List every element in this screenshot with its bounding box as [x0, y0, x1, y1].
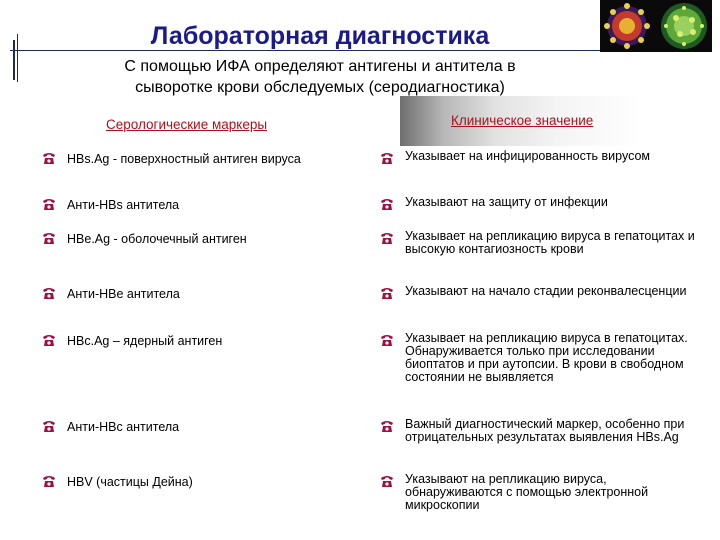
page-title: Лабораторная диагностика [150, 22, 490, 50]
marker-name: HBV (частицы Дейна) [67, 475, 193, 489]
clinical-meaning: Указывает на репликацию вируса в гепатоцитах. Обнаруживается только при исследовании биоптатов и при аутопсии. В крови в свободном состоянии не выявляется [405, 331, 688, 384]
header-serological-markers: Серологические маркеры [106, 117, 268, 132]
clinical-meaning: Указывает на репликацию вируса в гепатоцитах и высокую контагиозность крови [405, 229, 695, 256]
clinical-meaning: Указывают на начало стадии реконвалесценции [405, 284, 687, 298]
subtitle-line-1: С помощью ИФА определяют антигены и антитела в [124, 58, 516, 75]
clinical-meaning: Указывают на защиту от инфекции [405, 195, 608, 209]
telephone-icon [380, 286, 394, 300]
clinical-meaning: Указывает на инфицированность вирусом [405, 149, 651, 163]
virus-image-right [661, 3, 707, 49]
telephone-icon [380, 231, 394, 245]
header-clinical-meaning: Клиническое значение [451, 113, 594, 128]
telephone-icon [42, 151, 56, 165]
marker-name: HBs.Ag - поверхностный антиген вируса [67, 152, 301, 166]
telephone-icon [42, 286, 56, 300]
marker-name: Анти-HBs антитела [67, 198, 180, 212]
telephone-icon [42, 419, 56, 433]
telephone-icon [380, 197, 394, 211]
marker-name: Анти-HBc антитела [67, 420, 180, 434]
subtitle-line-2: сыворотке крови обследуемых (серодиагностика) [135, 79, 505, 96]
marker-name: HBe.Ag - оболочечный антиген [67, 232, 247, 246]
telephone-icon [42, 231, 56, 245]
clinical-meaning: Важный диагностический маркер, особенно при отрицательных результатах выявления HBs.Ag [405, 417, 685, 444]
telephone-icon [42, 333, 56, 347]
clinical-meaning: Указывают на репликацию вируса, обнаруживаются с помощью электронной микроскопии [405, 472, 649, 512]
marker-name: Анти-HBe антитела [67, 287, 180, 301]
telephone-icon [42, 474, 56, 488]
marker-name: HBc.Ag – ядерный антиген [67, 334, 223, 348]
telephone-icon [380, 333, 394, 347]
telephone-icon [380, 474, 394, 488]
telephone-icon [380, 151, 394, 165]
telephone-icon [380, 419, 394, 433]
virus-images [600, 0, 712, 52]
subtitle [60, 56, 580, 98]
telephone-icon [42, 197, 56, 211]
virus-image-left [604, 3, 650, 49]
